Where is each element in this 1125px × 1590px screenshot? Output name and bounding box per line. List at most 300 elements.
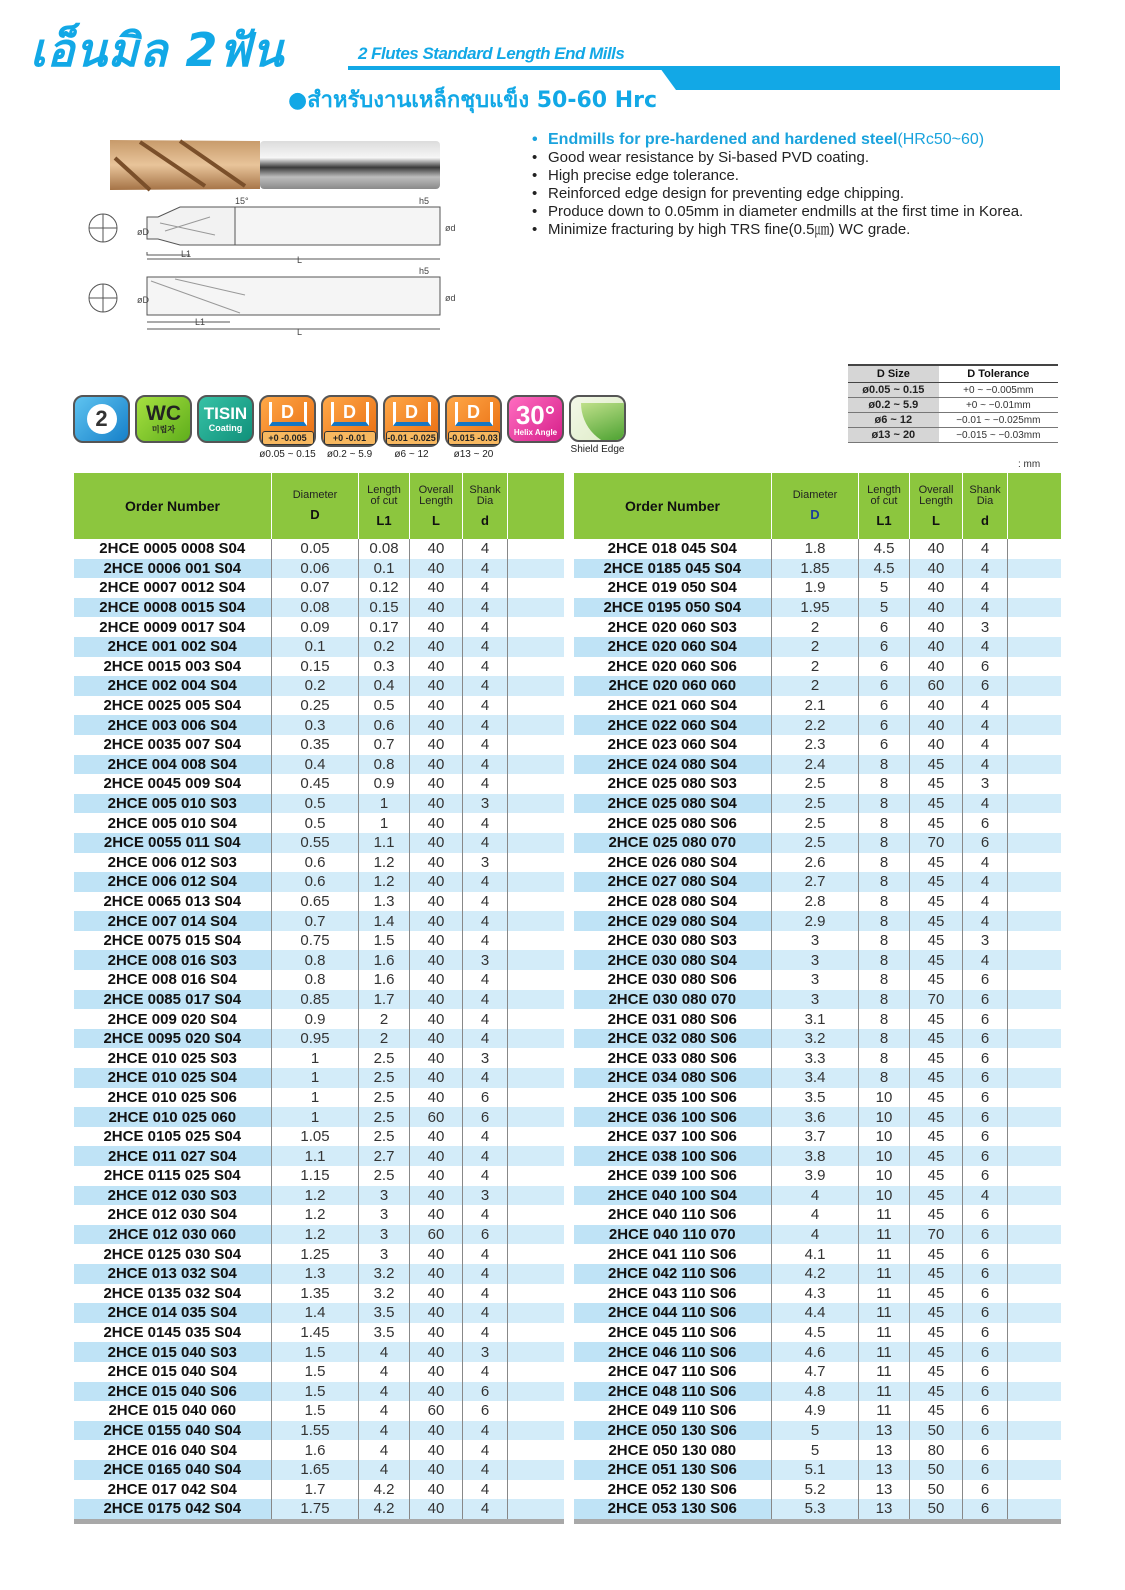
blank-cell	[508, 1480, 564, 1500]
diameter-cell: 0.08	[272, 598, 359, 618]
blank-cell	[508, 970, 564, 990]
length-of-cut-cell: 1.2	[359, 872, 410, 892]
length-of-cut-cell: 0.9	[359, 774, 410, 794]
shank-dia-cell: 4	[463, 931, 508, 951]
order-number-cell: 2HCE 018 045 S04	[607, 540, 737, 558]
tolerance-badge-icon	[259, 395, 316, 447]
table-row	[74, 676, 564, 696]
shank-dia-cell: 4	[463, 990, 508, 1010]
blank-cell	[1008, 1401, 1061, 1421]
overall-length-cell: 50	[910, 1480, 963, 1500]
shank-dia-cell: 6	[963, 1088, 1008, 1108]
shank-dia-cell: 4	[463, 676, 508, 696]
shank-dia-cell: 4	[463, 755, 508, 775]
diameter-cell: 0.07	[272, 578, 359, 598]
diameter-cell: 1.45	[272, 1323, 359, 1343]
shank-dia-cell: 4	[463, 1303, 508, 1323]
blank-cell	[1008, 1048, 1061, 1068]
diameter-cell: 3.4	[772, 1068, 859, 1088]
shank-dia-cell: 4	[463, 813, 508, 833]
blank-cell	[508, 1146, 564, 1166]
diameter-cell: 3.3	[772, 1048, 859, 1068]
shank-dia-cell: 6	[963, 1107, 1008, 1127]
blank-cell	[508, 1323, 564, 1343]
blank-cell	[508, 774, 564, 794]
overall-length-cell: 45	[910, 1146, 963, 1166]
length-of-cut-cell: 4.5	[859, 539, 910, 559]
title-accent-bar	[660, 68, 1060, 90]
table-footer-bar	[574, 1519, 1061, 1524]
table-row	[74, 755, 564, 775]
diameter-cell: 1.85	[772, 559, 859, 579]
overall-length-cell: 45	[910, 755, 963, 775]
blank-cell	[1008, 1323, 1061, 1343]
table-footer-bar	[74, 1519, 564, 1524]
diameter-cell: 3	[772, 990, 859, 1010]
table-row	[574, 1303, 1061, 1323]
length-of-cut-cell: 4	[359, 1421, 410, 1441]
table-row	[74, 1264, 564, 1284]
blank-cell	[508, 1186, 564, 1206]
length-of-cut-cell: 2.5	[359, 1088, 410, 1108]
table-row	[574, 990, 1061, 1010]
dia-label-bottom: øD	[137, 295, 149, 305]
overall-length-cell: 60	[410, 1107, 463, 1127]
order-number-cell: 2HCE 030 080 S04	[574, 950, 772, 970]
order-number-cell: 2HCE 020 060 060	[574, 676, 772, 696]
length-of-cut-cell: 3.2	[359, 1284, 410, 1304]
blank-cell	[508, 853, 564, 873]
length-of-cut-cell: 8	[859, 990, 910, 1010]
feature-badges	[73, 395, 626, 460]
blank-cell	[508, 1068, 564, 1088]
overall-length-cell: 70	[910, 833, 963, 853]
length-of-cut-cell: 3	[359, 1205, 410, 1225]
table-row	[74, 872, 564, 892]
shank-dia-cell: 4	[463, 1460, 508, 1480]
product-table-right	[573, 473, 1061, 1524]
table-row	[74, 1362, 564, 1382]
order-number-cell: 2HCE 010 025 S03	[107, 1049, 237, 1067]
shank-dia-cell: 4	[463, 637, 508, 657]
table-row	[74, 911, 564, 931]
order-number-cell: 2HCE 0185 045 S04	[574, 559, 772, 579]
overall-length-cell: 40	[410, 1284, 463, 1304]
order-number-cell: 2HCE 029 080 S04	[574, 911, 772, 931]
overall-length-cell: 45	[910, 794, 963, 814]
overall-length-cell: 45	[910, 1009, 963, 1029]
diameter-cell: 2.4	[772, 755, 859, 775]
length-of-cut-cell: 1.5	[359, 931, 410, 951]
table-row	[74, 1480, 564, 1500]
shank-dia-cell: 6	[963, 1284, 1008, 1304]
diameter-cell: 2.8	[772, 892, 859, 912]
order-number-cell: 2HCE 011 027 S04	[74, 1146, 272, 1166]
length-of-cut-cell: 8	[859, 833, 910, 853]
order-number-cell: 2HCE 0006 001 S04	[74, 559, 272, 579]
order-number-cell: 2HCE 027 080 S04	[574, 872, 772, 892]
blank-cell	[1008, 1440, 1061, 1460]
order-number-cell: 2HCE 026 080 S04	[607, 853, 737, 871]
order-number-cell: 2HCE 013 032 S04	[74, 1264, 272, 1284]
shank-dia-cell: 4	[963, 715, 1008, 735]
blank-cell	[1008, 1205, 1061, 1225]
shank-dia-cell: 4	[463, 1480, 508, 1500]
shank-dia-cell: 4	[963, 578, 1008, 598]
table-row	[74, 1421, 564, 1441]
overall-length-cell: 40	[410, 637, 463, 657]
tolerance-range: ø0.05 ~ 0.15	[259, 449, 316, 460]
order-number-cell: 2HCE 0005 0008 S04	[99, 540, 246, 558]
overall-length-cell: 45	[910, 892, 963, 912]
length-of-cut-cell: 11	[859, 1205, 910, 1225]
overall-length-cell: 45	[910, 1166, 963, 1186]
diameter-cell: 5	[772, 1421, 859, 1441]
table-row	[74, 990, 564, 1010]
table-row	[74, 637, 564, 657]
order-number-cell: 2HCE 012 030 S03	[74, 1186, 272, 1206]
table-row	[574, 1264, 1061, 1284]
overall-length-cell: 40	[410, 1342, 463, 1362]
d-tolerance-cell: −0.015 ~ −0.03mm	[939, 428, 1058, 443]
overall-length-cell: 80	[910, 1440, 963, 1460]
overall-length-cell: 40	[410, 578, 463, 598]
blank-cell	[1008, 872, 1061, 892]
blank-cell	[1008, 931, 1061, 951]
overall-length-cell: 45	[910, 1048, 963, 1068]
blank-cell	[508, 950, 564, 970]
order-number-cell: 2HCE 022 060 S04	[574, 715, 772, 735]
shank-dia-cell: 6	[963, 1440, 1008, 1460]
shank-dia-cell: 6	[963, 1303, 1008, 1323]
overall-length-cell: 40	[410, 1440, 463, 1460]
overall-length-cell: 45	[910, 931, 963, 951]
diameter-cell: 2.5	[772, 794, 859, 814]
length-of-cut-cell: 8	[859, 853, 910, 873]
diameter-cell: 4.8	[772, 1382, 859, 1402]
diameter-cell: 0.6	[272, 853, 359, 873]
shank-dia-cell: 4	[963, 598, 1008, 618]
blank-cell	[1008, 676, 1061, 696]
order-number-cell: 2HCE 037 100 S06	[607, 1128, 737, 1146]
overall-length-cell: 40	[910, 657, 963, 677]
shank-dia-cell: 4	[463, 617, 508, 637]
blank-cell	[508, 1382, 564, 1402]
table-row	[74, 1146, 564, 1166]
shank-dia-cell: 4	[463, 1284, 508, 1304]
overall-length-cell: 40	[910, 598, 963, 618]
shank-dia-cell: 4	[963, 539, 1008, 559]
length-of-cut-cell: 0.15	[359, 598, 410, 618]
table-row	[574, 813, 1061, 833]
shank-dia-cell: 6	[963, 1244, 1008, 1264]
order-number-cell: 2HCE 006 012 S03	[107, 853, 237, 871]
blank-cell	[508, 1362, 564, 1382]
product-table-left	[73, 473, 564, 1524]
table-row	[574, 1205, 1061, 1225]
table-row	[574, 539, 1061, 559]
h5-label-bottom: h5	[419, 266, 430, 276]
shank-dia-cell: 4	[963, 950, 1008, 970]
table-row	[74, 1009, 564, 1029]
table-row	[574, 1068, 1061, 1088]
overall-length-cell: 40	[410, 813, 463, 833]
order-number-cell: 2HCE 0145 035 S04	[103, 1324, 242, 1342]
shield-edge-label: Shield Edge	[570, 444, 625, 455]
blank-cell	[508, 1127, 564, 1147]
blank-cell	[1008, 637, 1061, 657]
length-of-cut-cell: 11	[859, 1284, 910, 1304]
length-of-cut-cell: 13	[859, 1421, 910, 1441]
blank-cell	[508, 1225, 564, 1245]
shank-dia-cell: 4	[463, 1127, 508, 1147]
overall-length-cell: 45	[910, 1264, 963, 1284]
order-number-cell: 2HCE 036 100 S06	[574, 1107, 772, 1127]
order-number-cell: 2HCE 050 130 080	[608, 1441, 737, 1459]
dia-label-top: øD	[137, 227, 149, 237]
blank-cell	[508, 911, 564, 931]
order-number-cell: 2HCE 002 004 S04	[74, 676, 272, 696]
overall-length-cell: 40	[910, 539, 963, 559]
blank-cell	[1008, 1264, 1061, 1284]
flutes-badge-icon	[73, 395, 130, 443]
order-number-cell: 2HCE 038 100 S06	[574, 1146, 772, 1166]
length-of-cut-cell: 11	[859, 1401, 910, 1421]
table-row	[74, 970, 564, 990]
subtitle-thai: ●สำหรับงานเหล็กชุบแข็ง 50-60 Hrc	[288, 88, 658, 113]
blank-cell	[508, 833, 564, 853]
overall-length-cell: 40	[410, 892, 463, 912]
length-of-cut-cell: 2.5	[359, 1107, 410, 1127]
shank-dia-cell: 4	[463, 715, 508, 735]
order-number-cell: 2HCE 0015 003 S04	[103, 657, 242, 675]
blank-cell	[1008, 911, 1061, 931]
shank-dia-cell: 4	[463, 1499, 508, 1519]
shank-dia-cell: 4	[463, 833, 508, 853]
diameter-cell: 2.5	[772, 813, 859, 833]
table-row	[574, 1382, 1061, 1402]
wc-sub-label: 미립자	[151, 425, 176, 435]
table-row	[574, 911, 1061, 931]
shank-dia-cell: 4	[463, 774, 508, 794]
diameter-cell: 0.5	[272, 794, 359, 814]
order-number-cell: 2HCE 049 110 S06	[608, 1402, 737, 1420]
length-of-cut-cell: 11	[859, 1303, 910, 1323]
table-row	[74, 1460, 564, 1480]
tolerance-badge-icon	[445, 395, 502, 447]
order-number-cell: 2HCE 009 020 S04	[107, 1010, 237, 1028]
overall-length-cell: 40	[410, 950, 463, 970]
shank-dia-cell: 4	[463, 1440, 508, 1460]
table-row	[574, 892, 1061, 912]
blank-cell	[508, 813, 564, 833]
length-of-cut-cell: 0.3	[359, 657, 410, 677]
overall-length-cell: 40	[410, 617, 463, 637]
diameter-cell: 5.3	[772, 1499, 859, 1519]
order-number-header: Order Number	[74, 473, 272, 539]
blank-cell	[508, 735, 564, 755]
overall-length-cell: 40	[410, 715, 463, 735]
shank-dia-cell: 6	[463, 1107, 508, 1127]
diameter-cell: 2	[772, 637, 859, 657]
shank-dia-cell: 4	[463, 598, 508, 618]
diameter-cell: 0.8	[272, 970, 359, 990]
table-row	[574, 931, 1061, 951]
shank-dia-cell: 3	[463, 1342, 508, 1362]
diameter-cell: 4.5	[772, 1323, 859, 1343]
feature-highlight	[532, 131, 1062, 149]
blank-cell	[1008, 578, 1061, 598]
length-of-cut-cell: 11	[859, 1342, 910, 1362]
d-size-header: D Size	[848, 365, 939, 383]
d-symbol: D	[331, 402, 369, 426]
order-number-cell: 2HCE 051 130 S06	[574, 1460, 772, 1480]
table-row	[74, 794, 564, 814]
overall-length-cell: 45	[910, 1068, 963, 1088]
diameter-cell: 3.1	[772, 1009, 859, 1029]
feature-highlight-text: Endmills for pre-hardened and hardened steel	[548, 131, 898, 148]
diameter-cell: 1.2	[272, 1225, 359, 1245]
blank-cell	[1008, 1284, 1061, 1304]
shank-dia-cell: 6	[963, 1382, 1008, 1402]
d-tolerance-row	[848, 383, 1058, 398]
feature-highlight-paren: (HRc50~60)	[897, 131, 985, 148]
shank-dia-cell: 4	[463, 696, 508, 716]
blank-cell	[508, 990, 564, 1010]
blank-cell	[508, 1303, 564, 1323]
overall-length-cell: 45	[910, 813, 963, 833]
wc-grade-badge-icon	[135, 395, 192, 443]
tolerance-value: -0.015 -0.03	[449, 433, 498, 443]
shank-dia-cell: 4	[463, 578, 508, 598]
table-row	[574, 1088, 1061, 1108]
overall-length-cell: 40	[410, 853, 463, 873]
order-number-cell: 2HCE 0035 007 S04	[103, 736, 242, 754]
overall-length-cell: 40	[410, 990, 463, 1010]
order-number-cell: 2HCE 030 080 S06	[607, 971, 737, 989]
shank-dia-cell: 4	[463, 1264, 508, 1284]
diameter-cell: 1	[272, 1107, 359, 1127]
length-of-cut-cell: 2.5	[359, 1127, 410, 1147]
diameter-cell: 4.9	[772, 1401, 859, 1421]
length-of-cut-cell: 0.4	[359, 676, 410, 696]
blank-cell	[1008, 1029, 1061, 1049]
order-number-cell: 2HCE 0075 015 S04	[103, 932, 242, 950]
order-number-cell: 2HCE 0007 0012 S04	[99, 579, 246, 597]
length-of-cut-cell: 13	[859, 1499, 910, 1519]
order-number-cell: 2HCE 025 080 S06	[607, 814, 737, 832]
order-number-cell: 2HCE 020 060 S03	[607, 618, 737, 636]
l1-label-bottom: L1	[195, 317, 206, 327]
table-row	[74, 559, 564, 579]
blank-cell	[508, 1048, 564, 1068]
length-of-cut-cell: 11	[859, 1244, 910, 1264]
length-of-cut-cell: 4.2	[359, 1499, 410, 1519]
order-number-cell: 2HCE 047 110 S06	[608, 1363, 737, 1381]
table-row	[574, 1127, 1061, 1147]
overall-length-cell: 40	[410, 1460, 463, 1480]
overall-length-cell: 60	[910, 676, 963, 696]
order-number-cell: 2HCE 046 110 S06	[574, 1342, 772, 1362]
diameter-cell: 1	[272, 1088, 359, 1108]
blank-header	[508, 473, 564, 539]
diameter-cell: 2	[772, 617, 859, 637]
length-of-cut-cell: 6	[859, 637, 910, 657]
overall-length-cell: 40	[410, 833, 463, 853]
blank-cell	[1008, 735, 1061, 755]
shank-dia-cell: 6	[963, 833, 1008, 853]
table-row	[574, 617, 1061, 637]
diameter-cell: 3.5	[772, 1088, 859, 1108]
table-row	[574, 598, 1061, 618]
diameter-cell: 0.25	[272, 696, 359, 716]
length-of-cut-cell: 1	[359, 794, 410, 814]
shank-dia-cell: 4	[963, 794, 1008, 814]
table-row	[74, 1029, 564, 1049]
shield-edge-badge-icon	[569, 395, 626, 442]
order-number-cell: 2HCE 016 040 S04	[107, 1441, 237, 1459]
diameter-cell: 0.55	[272, 833, 359, 853]
overall-length-cell: 40	[910, 559, 963, 579]
blank-cell	[1008, 1166, 1061, 1186]
shank-dia-cell: 4	[463, 1323, 508, 1343]
length-of-cut-cell: 1.3	[359, 892, 410, 912]
blank-cell	[508, 578, 564, 598]
length-of-cut-cell: 0.5	[359, 696, 410, 716]
overall-length-cell: 40	[410, 1362, 463, 1382]
overall-length-cell: 40	[410, 755, 463, 775]
blank-cell	[1008, 833, 1061, 853]
table-row	[74, 1440, 564, 1460]
table-row	[574, 755, 1061, 775]
shank-dia-cell: 6	[963, 1048, 1008, 1068]
order-number-cell: 2HCE 014 035 S04	[74, 1303, 272, 1323]
diameter-cell: 2	[772, 676, 859, 696]
table-row	[74, 813, 564, 833]
feature-item: • Produce down to 0.05mm in diameter endmills at the first time in Korea.	[532, 203, 1062, 221]
table-row	[74, 1048, 564, 1068]
order-number-cell: 2HCE 0195 050 S04	[574, 598, 772, 618]
l1-label-top: L1	[181, 249, 192, 259]
table-row	[574, 872, 1061, 892]
table-row	[74, 715, 564, 735]
length-of-cut-cell: 8	[859, 1029, 910, 1049]
l-label-top: L	[297, 255, 303, 265]
order-number-cell: 2HCE 044 110 S06	[574, 1303, 772, 1323]
diameter-cell: 5	[772, 1440, 859, 1460]
table-row	[574, 1342, 1061, 1362]
blank-cell	[508, 559, 564, 579]
table-row	[574, 1166, 1061, 1186]
blank-cell	[1008, 950, 1061, 970]
length-of-cut-cell: 11	[859, 1323, 910, 1343]
blank-cell	[1008, 1146, 1061, 1166]
table-row	[74, 892, 564, 912]
order-number-cell: 2HCE 010 025 060	[74, 1107, 272, 1127]
overall-length-cell: 40	[410, 1029, 463, 1049]
table-row	[74, 1244, 564, 1264]
overall-length-cell: 70	[910, 1225, 963, 1245]
overall-length-cell: 40	[410, 1146, 463, 1166]
blank-cell	[1008, 1127, 1061, 1147]
table-row	[574, 1284, 1061, 1304]
order-number-cell: 2HCE 030 080 S03	[607, 932, 737, 950]
diameter-cell: 0.1	[272, 637, 359, 657]
shank-dia-cell: 4	[963, 735, 1008, 755]
order-number-cell: 2HCE 052 130 S06	[607, 1480, 737, 1498]
overall-length-cell: 40	[410, 970, 463, 990]
blank-cell	[508, 1460, 564, 1480]
